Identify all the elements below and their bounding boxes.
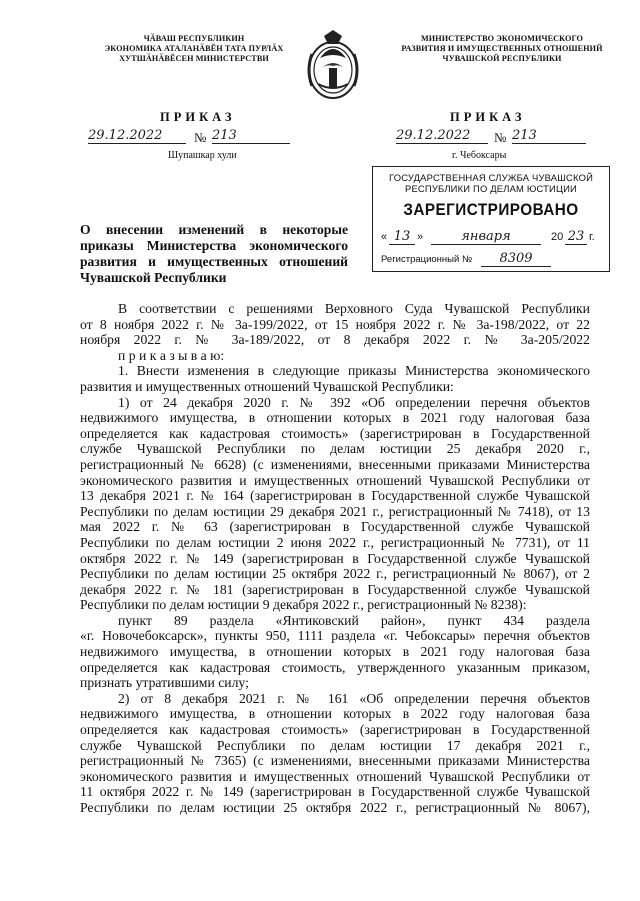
registration-stamp <box>372 166 610 272</box>
body-line: Республики по делам юстиции 25 октября 2022 г., регистрационный № 8067), от 2 <box>80 566 590 582</box>
stamp-line1: ГОСУДАРСТВЕННАЯ СЛУЖБА ЧУВАШСКОЙ <box>388 172 594 183</box>
stamp-line2: РЕСПУБЛИКИ ПО ДЕЛАМ ЮСТИЦИИ <box>405 183 577 194</box>
left-org-name: ЧӐВАШ РЕСПУБЛИКИН ЭКОНОМИКА АТАЛАНӐВӖН ТАТА ПУРЛӐХ ХУТШӐНӐВӖСЕН МИНИСТЕРСТВИ <box>104 34 284 63</box>
stamp-month: января <box>431 229 541 245</box>
document-title: О внесении изменений в некоторые приказы Министерства экономического развития и имущественных отношений Чувашской Республики <box>80 222 348 285</box>
body-line: от 8 ноября 2022 г. № 3а-199/2022, от 15 ноября 2022 г. № 3а-198/2022, от 22 <box>80 316 590 332</box>
body-line: В соответствии с решениями Верховного Суда Чувашской Республики <box>118 301 590 316</box>
body-line: 2) от 8 декабря 2021 г. № 161 «Об определении перечня объектов <box>118 690 590 706</box>
body-line: 1) от 24 декабря 2020 г. № 392 «Об определении перечня объектов <box>118 394 590 410</box>
body-line: регистрационный № 6628) (с изменениями, внесенными приказами Министерства <box>80 456 590 472</box>
body-line: мая 2022 г. № 63 (зарегистрирован в Государственной службе Чувашской <box>80 519 590 535</box>
stamp-registered: ЗАРЕГИСТРИРОВАНО <box>403 200 579 219</box>
right-org-name: МИНИСТЕРСТВО ЭКОНОМИЧЕСКОГО РАЗВИТИЯ И ИМУЩЕСТВЕННЫХ ОТНОШЕНИЙ ЧУВАШСКОЙ РЕСПУБЛИКИ <box>401 34 603 63</box>
body-line: 13 декабря 2021 г. № 164 (зарегистрирован в Государственной службе Чувашской <box>80 488 590 504</box>
body-line: Республики по делам юстиции 29 декабря 2021 г., регистрационный № 7418), от 13 <box>80 503 590 519</box>
right-date: 29.12.2022 <box>396 128 488 144</box>
body-line: определяется как кадастровая стоимость» (зарегистрирован в Государственной <box>80 425 590 441</box>
body-line: ноября 2022 г. № 3а-189/2022, от 8 декабря 2022 г. № 3а-205/2022 <box>80 332 590 348</box>
body-line: октября 2022 г. № 149 (зарегистрирован в Государственной службе Чувашской <box>80 550 590 566</box>
left-date-line <box>88 126 298 148</box>
body-line: недвижимого имущества, в отношении которых в 2021 году налоговая база <box>80 644 590 660</box>
body-line: службе Чувашской Республики по делам юстиции 25 декабря 2020 г., <box>80 441 590 457</box>
left-doc-type: ПРИКАЗ <box>160 110 236 124</box>
body-line: декабря 2022 г. № 181 (зарегистрирован в Государственной службе Чувашской <box>80 581 590 597</box>
body-line: Республики по делам юстиции 2 июня 2022 г., регистрационный № 7731), от 11 <box>80 534 590 550</box>
right-number: 213 <box>512 128 586 144</box>
left-number: 213 <box>212 128 290 144</box>
stamp-day: 13 <box>389 229 415 245</box>
emblem-icon <box>298 28 368 106</box>
document-body <box>80 301 590 816</box>
body-line: «г. Новочебоксарск», пункты 950, 1111 раздела «г. Чебоксары» перечня объектов <box>80 628 590 644</box>
stamp-year: 23 <box>565 229 587 245</box>
stamp-reg: Регистрационный № 8309 <box>381 251 603 267</box>
stamp-date: « 13 » января 20 23 г. <box>381 229 595 244</box>
right-number-sign: № <box>494 130 507 145</box>
body-line: 11 октября 2022 г. № 149 (зарегистрирован в Государственной службе Чувашской <box>80 784 590 800</box>
body-line: определяется как кадастровая стоимость, утвержденного указанным приказом, <box>80 659 590 675</box>
body-line: п р и к а з ы в а ю: <box>118 347 225 363</box>
body-line: Республики по делам юстиции 25 октября 2022 г., регистрационный № 8067), <box>80 800 590 815</box>
body-line: признать утратившими силу; <box>80 675 249 691</box>
body-line: регистрационный № 7365) (с изменениями, внесенными приказами Министерства <box>80 753 590 769</box>
body-line: службе Чувашской Республики по делам юстиции 17 декабря 2021 г., <box>80 737 590 753</box>
body-line: определяется как кадастровая стоимость» (зарегистрирован в Государственной <box>80 722 590 738</box>
body-line: Республики по делам юстиции 9 декабря 2022 г., регистрационный № 8238): <box>80 597 527 613</box>
body-line: недвижимого имущества, в отношении которых в 2022 году налоговая база <box>80 706 590 722</box>
left-date: 29.12.2022 <box>88 128 186 144</box>
body-line: 1. Внести изменения в следующие приказы Министерства экономического <box>118 363 590 379</box>
body-line: развития и имущественных отношений Чувашской Республики: <box>80 378 454 394</box>
body-line: недвижимого имущества, в отношении которых в 2021 году налоговая база <box>80 410 590 426</box>
left-number-sign: № <box>194 130 207 145</box>
right-city: г. Чебоксары <box>452 150 507 161</box>
right-date-line <box>396 126 596 148</box>
body-line: экономического развития и имущественных отношений Чувашской Республики от <box>80 768 590 784</box>
left-city: Шупашкар хули <box>168 150 237 161</box>
body-line: экономического развития и имущественных отношений Чувашской Республики от <box>80 472 590 488</box>
body-line: пункт 89 раздела «Янтиковский район», пункт 434 раздела <box>118 612 590 628</box>
stamp-reg-number: 8309 <box>481 251 551 267</box>
right-doc-type: ПРИКАЗ <box>450 110 526 124</box>
